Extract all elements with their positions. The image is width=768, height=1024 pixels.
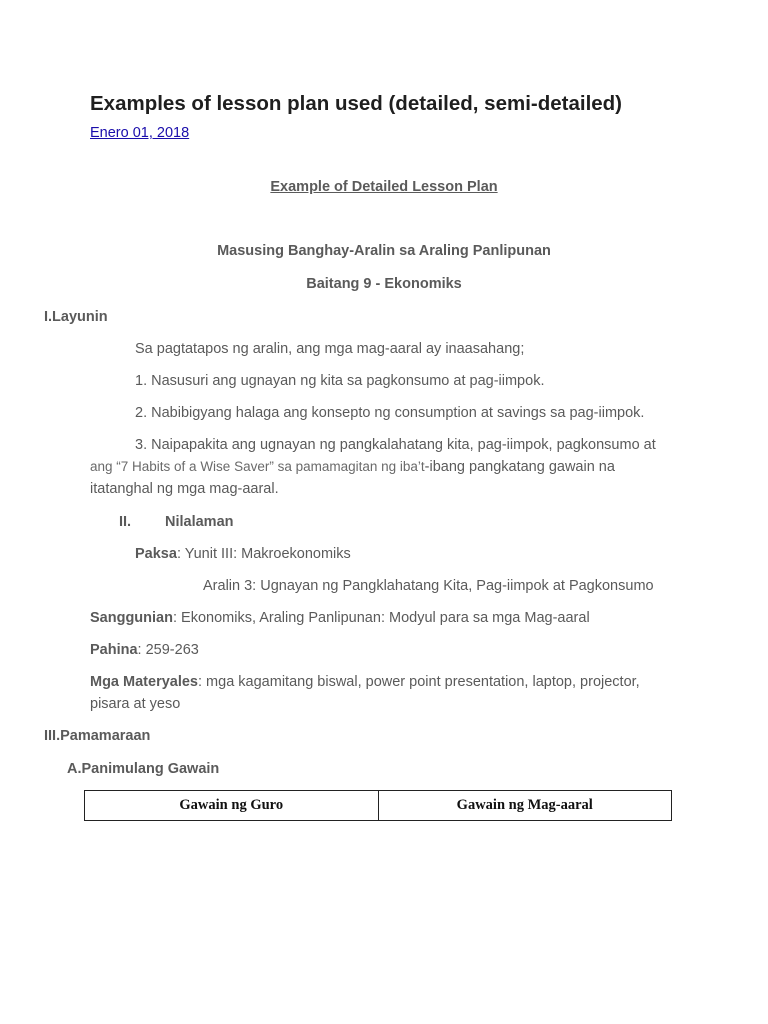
table-header-guro: Gawain ng Guro — [85, 791, 379, 821]
layunin-item-3-line-3: itatanghal ng mga mag-aaral. — [90, 481, 279, 497]
materyales-value: : mga kagamitang biswal, power point presentation, laptop, projector, — [198, 674, 640, 690]
paksa-line — [135, 546, 351, 562]
nilalaman-number: II. — [119, 514, 132, 530]
section-heading: Example of Detailed Lesson Plan — [270, 179, 498, 195]
grade-level: Baitang 9 - Ekonomiks — [306, 276, 462, 292]
layunin-item-2: 2. Nabibigyang halaga ang konsepto ng consumption at savings sa pag-iimpok. — [135, 405, 645, 421]
sanggunian-line — [90, 610, 590, 626]
sanggunian-label: Sanggunian — [90, 610, 173, 626]
nilalaman-heading: Nilalaman — [165, 514, 234, 530]
date-link[interactable]: Enero 01, 2018 — [90, 125, 190, 141]
layunin-item-3-rest: -ibang pangkatang gawain na — [424, 459, 615, 475]
aralin-line: Aralin 3: Ugnayan ng Pangklahatang Kita, Pag-iimpok at Pagkonsumo — [203, 578, 654, 594]
plan-title: Masusing Banghay-Aralin sa Araling Panlipunan — [217, 243, 551, 259]
sanggunian-value: : Ekonomiks, Araling Panlipunan: Modyul para sa mga Mag-aaral — [172, 610, 590, 626]
pamamaraan-heading: III.Pamamaraan — [44, 728, 151, 744]
table-header-mag-aaral: Gawain ng Mag-aaral — [378, 791, 672, 821]
table-header-row — [85, 791, 672, 821]
layunin-item-3-line-1: 3. Naipapakita ang ugnayan ng pangkalahatang kita, pag-iimpok, pagkonsumo at — [135, 437, 656, 453]
layunin-item-1: 1. Nasusuri ang ugnayan ng kita sa pagkonsumo at pag-iimpok. — [135, 373, 545, 389]
layunin-heading: I.Layunin — [44, 309, 108, 325]
gawain-table — [84, 790, 672, 821]
paksa-label: Paksa — [135, 546, 177, 562]
pahina-value: : 259-263 — [137, 642, 199, 658]
layunin-item-3-line-2 — [90, 459, 615, 475]
paksa-value: : Yunit III: Makroekonomiks — [176, 546, 351, 562]
layunin-intro: Sa pagtatapos ng aralin, ang mga mag-aaral ay inaasahang; — [135, 341, 525, 357]
materyales-line-2: pisara at yeso — [90, 696, 181, 712]
materyales-label: Mga Materyales — [90, 674, 198, 690]
pahina-label: Pahina — [90, 642, 138, 658]
layunin-item-3-quote: ang “7 Habits of a Wise Saver” sa pamamagitan ng iba’t — [90, 459, 425, 474]
page-title: Examples of lesson plan used (detailed, semi-detailed) — [90, 92, 623, 115]
materyales-line — [90, 674, 640, 690]
pahina-line — [90, 642, 199, 658]
panimulang-gawain-heading: A.Panimulang Gawain — [67, 761, 220, 777]
